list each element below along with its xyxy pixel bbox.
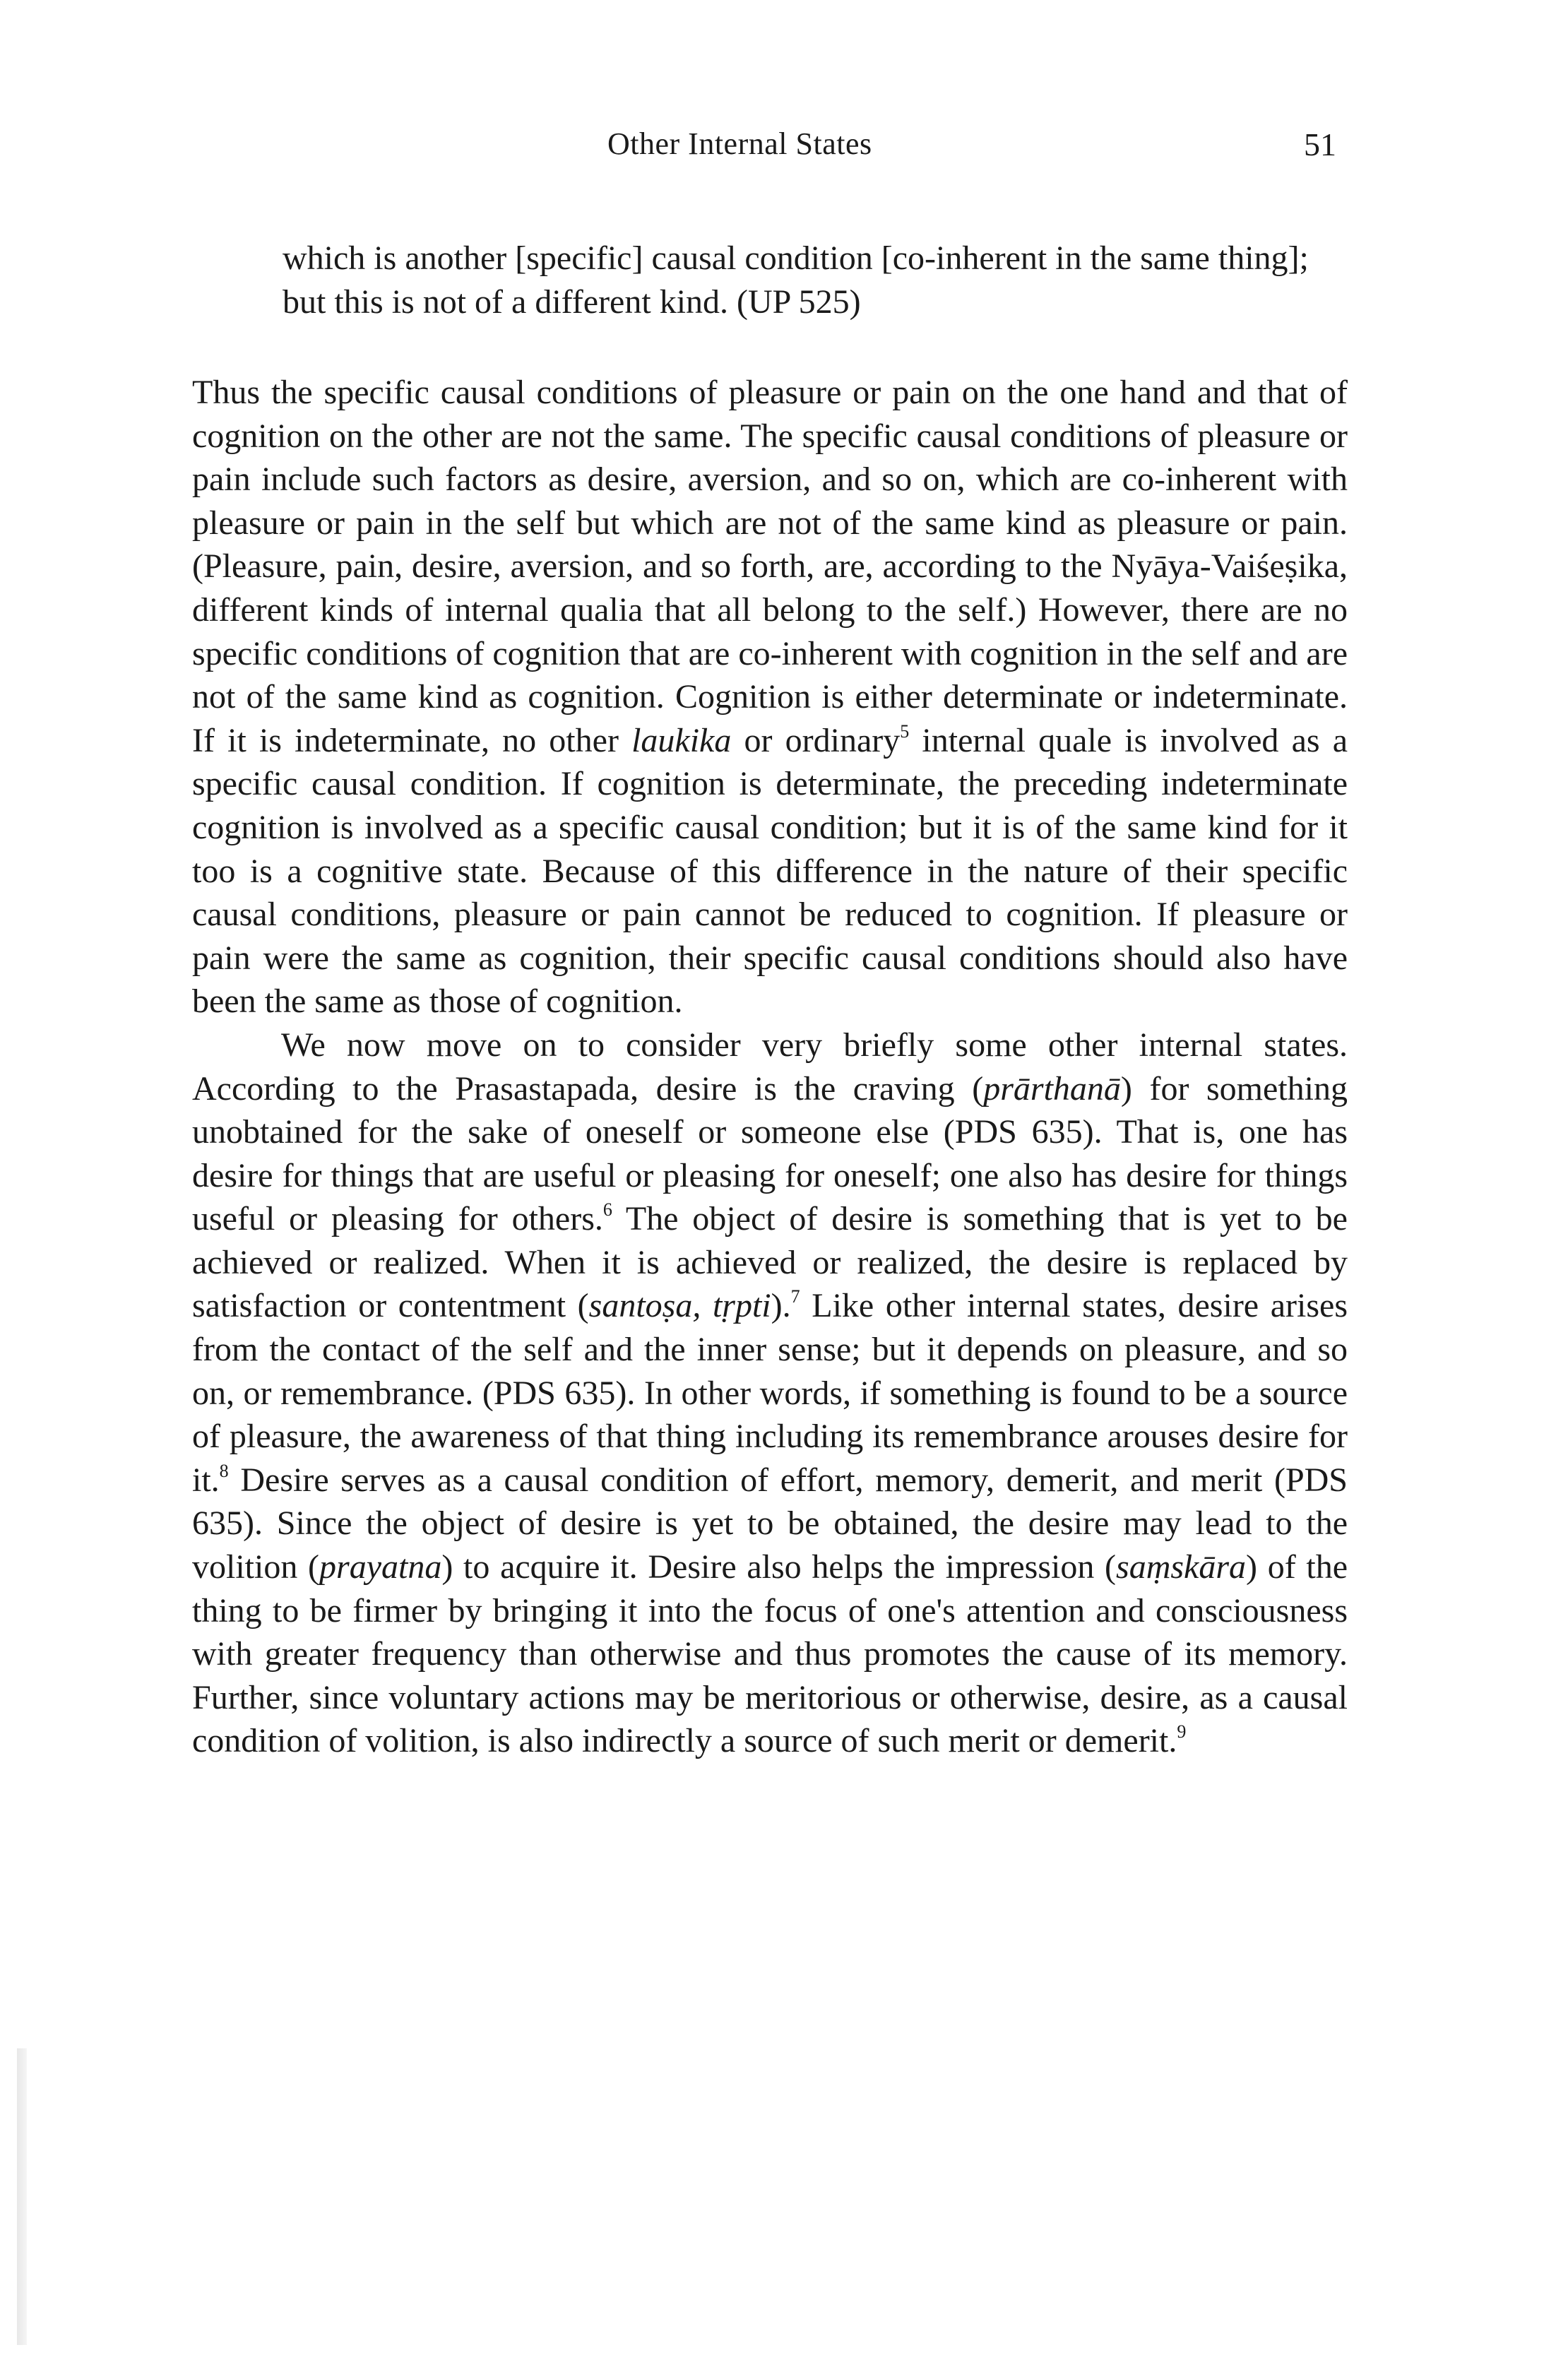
italic-term: saṃskāra <box>1116 1548 1247 1586</box>
italic-term: santoṣa, tṛpti <box>588 1287 771 1325</box>
footnote-marker: 7 <box>790 1286 800 1307</box>
text-span: Thus the specific causal conditions of pleasure or pain on the one hand and that of cognition on the other are not the same. The specific causal conditions of pleasure or pain include such factors as desire, aversion, and so on, which are co-inherent with pleasure or pain in the self but which are not of the same kind as pleasure or pain. (Pleasure, pain, desire, aversion, and so forth, are, according to the Nyāya-Vaiśeṣika, different kinds of internal qualia that all belong to the self.) However, there are no specific conditions of cognition that are co-inherent with cognition in the self and are not of the same kind as cognition. Cognition is either determinate or indeterminate. If it is indeterminate, no other <box>192 374 1348 759</box>
italic-term: prayatna <box>319 1548 442 1586</box>
italic-term: laukika <box>631 721 732 759</box>
footnote-marker: 9 <box>1177 1721 1187 1742</box>
text-span: Like other internal states, desire arises from the contact of the self and the inner sense; but it depends on pleasure, and so on, or remembrance. (PDS 635). In other words, if something is found to be a source of pleasure, the awareness of that thing including its remembrance arouses desire for it. <box>192 1287 1348 1499</box>
body-text <box>192 371 1348 1763</box>
text-span: ) of the thing to be firmer by bringing it into the focus of one's attention and consciousness with greater frequency than otherwise and thus promotes the cause of its memory. Further, since voluntary actions may be meritorious or otherwise, desire, as a causal condition of volition, is also indirectly a source of such merit or demerit. <box>192 1548 1348 1760</box>
footnote-marker: 6 <box>602 1199 612 1221</box>
paragraph-1 <box>192 371 1348 1023</box>
text-span: ) for something unobtained for the sake of oneself or someone else (PDS 635). That is, one has desire for things that are useful or pleasing for oneself; one also has desire for things useful or pleasing for others. <box>192 1069 1348 1238</box>
footnote-marker: 5 <box>900 720 910 742</box>
text-span: ) to acquire it. Desire also helps the impression ( <box>441 1548 1117 1586</box>
text-span: The object of desire is something that is yet to be achieved or realized. When it is achieved or realized, the desire is replaced by satisfaction or contentment ( <box>192 1200 1348 1325</box>
text-span: ). <box>771 1287 791 1325</box>
text-span: internal quale is involved as a specific causal condition. If cognition is determinate, the preceding indeterminate cognition is involved as a specific causal condition; but it is of the same kind for it too is a cognitive state. Because of this difference in the nature of their specific causal conditions, pleasure or pain cannot be reduced to cognition. If pleasure or pain were the same as cognition, their specific causal conditions should also have been the same as those of cognition. <box>192 721 1348 1021</box>
footnote-marker: 8 <box>219 1460 229 1481</box>
text-span: Desire serves as a causal condition of effort, memory, demerit, and merit (PDS 635). Since the object of desire is yet to be obtained, the desire may lead to the volition ( <box>192 1461 1348 1586</box>
paragraph-2 <box>192 1023 1348 1763</box>
scan-edge-shadow <box>17 2048 27 2345</box>
italic-term: prārthanā <box>983 1069 1121 1108</box>
running-header-title: Other Internal States <box>607 126 872 161</box>
block-quote: which is another [specific] causal condition [co-inherent in the same thing]; but this is not of a different kind. (UP 525) <box>283 239 1309 321</box>
text-span: We now move on to consider very briefly some other internal states. According to the Prasastapada, desire is the craving ( <box>192 1026 1348 1108</box>
page-number: 51 <box>1304 126 1336 162</box>
text-span: or ordinary <box>731 721 901 759</box>
